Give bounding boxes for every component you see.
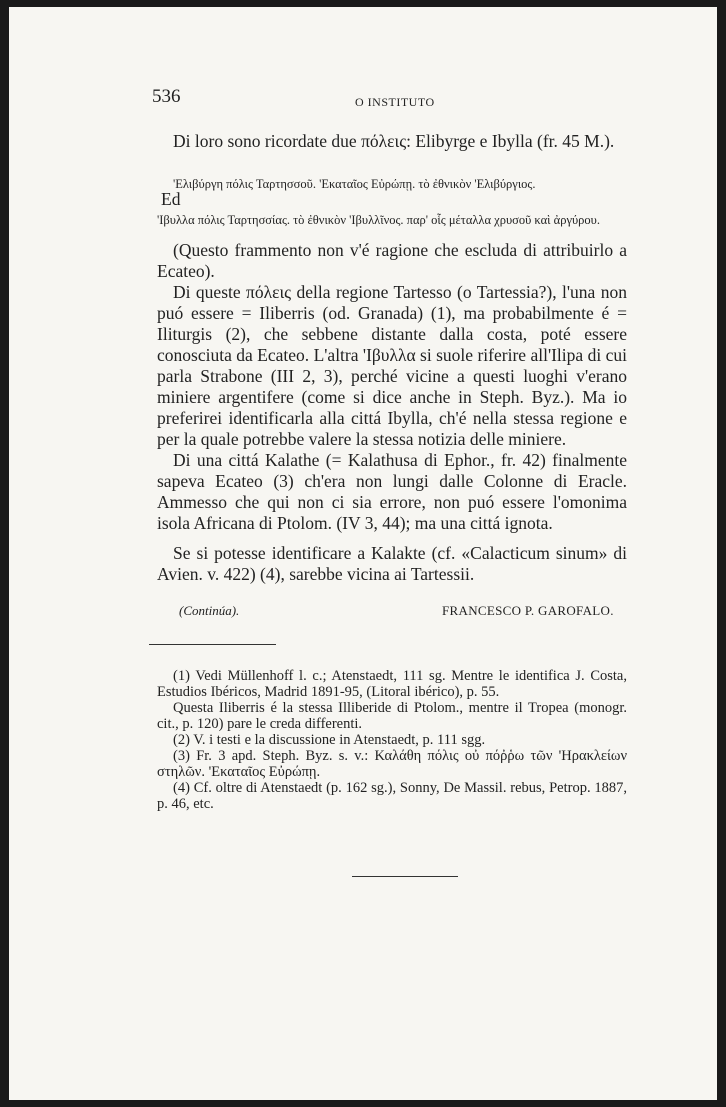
paragraph-2: (Questo frammento non v'é ragione che escluda di attribuirlo a Ecateo). [157, 240, 627, 281]
greek-quote-1-ed: Ed [161, 189, 181, 209]
footnote-2: (2) V. i testi e la discussione in Atenstaedt, p. 111 sgg. [173, 732, 486, 748]
paragraph-3: Di queste πόλεις della regione Tartesso (o Tartessia?), l'una non puó essere = Iliberris (od. Granada) (1), ma probabilmente é = Iliturgis (2), che sebbene distante dalla costa, poté essere conosciuta da Ecateo. L'altra 'Ιβυλλα si suole riferire all'Ilipa di cui parla Strabone (III 2, 3), perché vicine a questi luoghi v'erano miniere argentifere (come si dice anche in Steph. Byz.). Ma io preferirei identificarla alla cittá Ibylla, ch'é nella stessa regione e per la quale potrebbe valere la stessa notizia delle miniere. [157, 282, 627, 449]
end-rule [352, 876, 458, 877]
greek-quote-2: 'Ιβυλλα πόλις Ταρτησσίας. τὸ ἐθνικὸν 'Ιβυλλῖνος. παρ' οἷς μέταλλα χρυσοῦ καὶ ἀργύρου. [157, 213, 600, 227]
footnote-1: (1) Vedi Müllenhoff l. c.; Atenstaedt, 111 sg. Mentre le identifica J. Costa, Estudios Ibéricos, Madrid 1891-95, (Litoral ibérico), p. 55. [157, 668, 627, 700]
greek-quote-1: 'Ελιβύργη πόλις Ταρτησσοῦ. 'Εκαταῖος Εὐρώπῃ. τὸ ἐθνικὸν 'Ελιβύργιος. [173, 177, 536, 191]
footnote-4: (4) Cf. oltre di Atenstaedt (p. 162 sg.), Sonny, De Massil. rebus, Petrop. 1887, p. 46, etc. [157, 780, 627, 812]
paragraph-5: Se si potesse identificare a Kalakte (cf. «Calacticum sinum» di Avien. v. 422) (4), sarebbe vicina ai Tartessii. [157, 543, 627, 584]
continua-note: (Continúa). [179, 603, 240, 618]
running-title: O INSTITUTO [355, 95, 435, 109]
paragraph-1: Di loro sono ricordate due πόλεις: Elibyrge e Ibylla (fr. 45 M.). [173, 131, 615, 151]
footnote-3: (3) Fr. 3 apd. Steph. Byz. s. v.: Καλάθη πόλις οὐ πόῤῥω τῶν 'Ηρακλείων στηλῶν. 'Εκαταῖος Εὐρώπῃ. [157, 748, 627, 780]
author-signature: FRANCESCO P. GAROFALO. [442, 603, 614, 618]
footnote-1b: Questa Iliberris é la stessa Illiberide di Ptolom., mentre il Tropea (monogr. cit., p. 120) pare le creda differenti. [157, 700, 627, 732]
page-number: 536 [152, 86, 181, 107]
footnote-separator [149, 644, 276, 645]
paragraph-4: Di una cittá Kalathe (= Kalathusa di Ephor., fr. 42) finalmente sapeva Ecateo (3) ch'era non lungi dalle Colonne di Eracle. Ammesso che qui non ci sia errore, non puó essere l'omonima isola Africana di Ptolom. (IV 3, 44); ma una cittá ignota. [157, 450, 627, 533]
